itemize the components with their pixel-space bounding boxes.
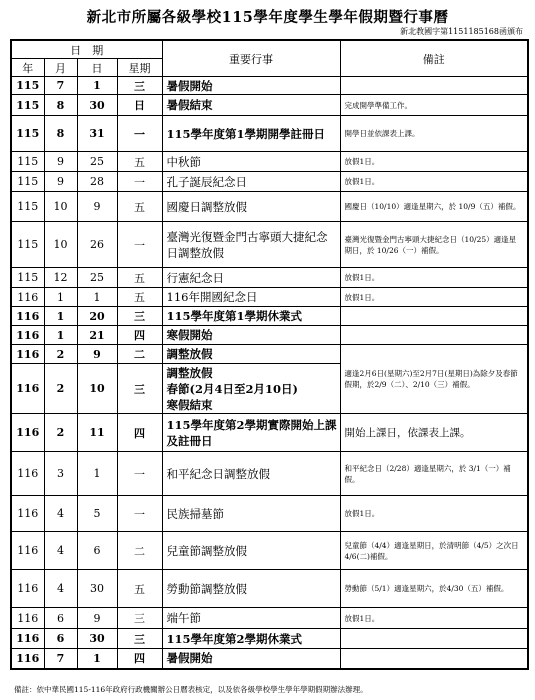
- year-cell: 116: [11, 496, 44, 532]
- weekday-cell: 四: [117, 649, 162, 669]
- day-header: 日: [77, 59, 117, 77]
- weekday-cell: 二: [117, 345, 162, 364]
- remark-cell: [340, 307, 528, 326]
- year-cell: 115: [11, 95, 44, 116]
- table-row: [11, 452, 528, 496]
- weekday-cell: 一: [117, 452, 162, 496]
- event-cell: 調整放假 春節(2月4日至2月10日) 寒假結束: [162, 364, 340, 414]
- weekday-cell: 三: [117, 629, 162, 649]
- month-cell: 2: [44, 345, 77, 364]
- day-cell: 1: [77, 649, 117, 669]
- event-cell: 寒假開始: [162, 326, 340, 345]
- month-cell: 2: [44, 364, 77, 414]
- day-cell: 10: [77, 364, 117, 414]
- year-cell: 115: [11, 172, 44, 192]
- event-cell: 115學年度第1學期休業式: [162, 307, 340, 326]
- month-cell: 1: [44, 307, 77, 326]
- table-row: [11, 268, 528, 288]
- table-row: [11, 629, 528, 649]
- day-cell: 20: [77, 307, 117, 326]
- remark-cell: 和平紀念日（2/28）適逢星期六，於 3/1（一）補假。: [340, 452, 528, 496]
- weekday-cell: 五: [117, 152, 162, 172]
- year-cell: 116: [11, 649, 44, 669]
- remark-cell: 放假1日。: [340, 288, 528, 307]
- year-cell: 115: [11, 152, 44, 172]
- day-cell: 26: [77, 222, 117, 268]
- weekday-cell: 日: [117, 95, 162, 116]
- day-cell: 9: [77, 345, 117, 364]
- month-cell: 12: [44, 268, 77, 288]
- remark-cell: 適逢2月6日(星期六)至2月7日(星期日)為除夕及春節假期，於2/9（二）、2/10（三）補假。: [340, 345, 528, 414]
- month-cell: 4: [44, 496, 77, 532]
- remark-cell: 放假1日。: [340, 608, 528, 629]
- month-cell: 1: [44, 326, 77, 345]
- date-group-header: 日 期: [11, 40, 162, 59]
- weekday-cell: 三: [117, 307, 162, 326]
- event-cell: 暑假開始: [162, 77, 340, 95]
- event-cell: 調整放假: [162, 345, 340, 364]
- remark-cell: 放假1日。: [340, 152, 528, 172]
- year-cell: 116: [11, 629, 44, 649]
- weekday-cell: 一: [117, 116, 162, 152]
- table-row: [11, 77, 528, 95]
- table-row: [11, 116, 528, 152]
- table-row: [11, 496, 528, 532]
- remark-cell: 國慶日（10/10）適逢星期六，於 10/9（五）補假。: [340, 192, 528, 222]
- month-cell: 9: [44, 172, 77, 192]
- table-row: [11, 95, 528, 116]
- page-title: 新北市所屬各級學校115學年度學生學年假期暨行事曆: [86, 9, 449, 26]
- remark-cell: 兒童節（4/4）適逢星期日，於清明節（4/5）之次日4/6(二)補假。: [340, 532, 528, 570]
- month-cell: 4: [44, 532, 77, 570]
- month-cell: 10: [44, 222, 77, 268]
- remarks-header: 備註: [340, 40, 528, 77]
- table-row: [11, 345, 528, 364]
- event-cell: 和平紀念日調整放假: [162, 452, 340, 496]
- calendar-table-wrapper: [10, 39, 527, 670]
- year-cell: 116: [11, 570, 44, 608]
- month-cell: 8: [44, 116, 77, 152]
- remark-cell: 放假1日。: [340, 496, 528, 532]
- year-cell: 115: [11, 222, 44, 268]
- table-row: [11, 192, 528, 222]
- table-row: [11, 222, 528, 268]
- event-cell: 115學年度第2學期休業式: [162, 629, 340, 649]
- month-cell: 1: [44, 288, 77, 307]
- table-row: [11, 570, 528, 608]
- event-cell: 暑假結束: [162, 95, 340, 116]
- year-cell: 116: [11, 345, 44, 364]
- weekday-cell: 五: [117, 192, 162, 222]
- year-cell: 116: [11, 532, 44, 570]
- event-cell: 兒童節調整放假: [162, 532, 340, 570]
- day-cell: 9: [77, 192, 117, 222]
- event-cell: 115學年度第1學期開學註冊日: [162, 116, 340, 152]
- calendar-rows: [11, 77, 528, 669]
- day-cell: 1: [77, 77, 117, 95]
- month-cell: 7: [44, 77, 77, 95]
- month-cell: 7: [44, 649, 77, 669]
- weekday-cell: 一: [117, 172, 162, 192]
- event-cell: 國慶日調整放假: [162, 192, 340, 222]
- event-cell: 暑假開始: [162, 649, 340, 669]
- weekday-cell: 一: [117, 222, 162, 268]
- month-cell: 8: [44, 95, 77, 116]
- month-cell: 4: [44, 570, 77, 608]
- day-cell: 30: [77, 95, 117, 116]
- year-cell: 116: [11, 608, 44, 629]
- school-calendar-table: [10, 39, 529, 670]
- remark-cell: 勞動節（5/1）適逢星期六，於4/30（五）補假。: [340, 570, 528, 608]
- weekday-cell: 四: [117, 414, 162, 452]
- event-cell: 中秋節: [162, 152, 340, 172]
- table-row: [11, 152, 528, 172]
- event-cell: 116年開國紀念日: [162, 288, 340, 307]
- month-cell: 2: [44, 414, 77, 452]
- day-cell: 1: [77, 288, 117, 307]
- weekday-cell: 四: [117, 326, 162, 345]
- weekday-cell: 一: [117, 496, 162, 532]
- day-cell: 1: [77, 452, 117, 496]
- event-cell: 行憲紀念日: [162, 268, 340, 288]
- year-header: 年: [11, 59, 44, 77]
- month-cell: 6: [44, 608, 77, 629]
- event-cell: 民族掃墓節: [162, 496, 340, 532]
- table-row: [11, 307, 528, 326]
- table-row: [11, 649, 528, 669]
- event-cell: 孔子誕辰紀念日: [162, 172, 340, 192]
- year-cell: 116: [11, 307, 44, 326]
- weekday-cell: 五: [117, 288, 162, 307]
- remark-cell: [340, 629, 528, 649]
- year-cell: 116: [11, 364, 44, 414]
- table-row: [11, 172, 528, 192]
- weekday-header: 星期: [117, 59, 162, 77]
- remark-cell: [340, 326, 528, 345]
- day-cell: 30: [77, 570, 117, 608]
- day-cell: 31: [77, 116, 117, 152]
- year-cell: 115: [11, 192, 44, 222]
- table-row: [11, 414, 528, 452]
- table-row: [11, 326, 528, 345]
- year-cell: 116: [11, 288, 44, 307]
- day-cell: 9: [77, 608, 117, 629]
- remark-cell: 完成開學準備工作。: [340, 95, 528, 116]
- year-cell: 116: [11, 452, 44, 496]
- month-cell: 3: [44, 452, 77, 496]
- weekday-cell: 五: [117, 570, 162, 608]
- month-cell: 6: [44, 629, 77, 649]
- year-cell: 115: [11, 116, 44, 152]
- month-cell: 9: [44, 152, 77, 172]
- year-cell: 115: [11, 77, 44, 95]
- day-cell: 25: [77, 268, 117, 288]
- event-cell: 臺灣光復暨金門古寧頭大捷紀念日調整放假: [162, 222, 340, 268]
- remark-cell: 臺灣光復暨金門古寧頭大捷紀念日（10/25）適逢星期日，於 10/26（一）補假。: [340, 222, 528, 268]
- remark-cell: 放假1日。: [340, 268, 528, 288]
- day-cell: 5: [77, 496, 117, 532]
- remark-cell: 開始上課日，依課表上課。: [340, 414, 528, 452]
- day-cell: 30: [77, 629, 117, 649]
- event-cell: 勞動節調整放假: [162, 570, 340, 608]
- table-row: [11, 288, 528, 307]
- table-row: [11, 608, 528, 629]
- day-cell: 21: [77, 326, 117, 345]
- weekday-cell: 三: [117, 77, 162, 95]
- weekday-cell: 三: [117, 608, 162, 629]
- year-cell: 116: [11, 326, 44, 345]
- month-cell: 10: [44, 192, 77, 222]
- day-cell: 28: [77, 172, 117, 192]
- events-header: 重要行事: [162, 40, 340, 77]
- event-cell: 端午節: [162, 608, 340, 629]
- document-number: 新北教國字第1151185168函頒布: [400, 27, 523, 36]
- remark-cell: 開學日並依課表上課。: [340, 116, 528, 152]
- remark-cell: [340, 649, 528, 669]
- footnote: 備註：依中華民國115-116年政府行政機關辦公日曆表核定，以及依各級學校學生學年學期假期辦法辦理。: [14, 685, 368, 694]
- year-cell: 115: [11, 268, 44, 288]
- day-cell: 6: [77, 532, 117, 570]
- day-cell: 11: [77, 414, 117, 452]
- day-cell: 25: [77, 152, 117, 172]
- weekday-cell: 二: [117, 532, 162, 570]
- weekday-cell: 三: [117, 364, 162, 414]
- year-cell: 116: [11, 414, 44, 452]
- remark-cell: [340, 77, 528, 95]
- event-cell: 115學年度第2學期實際開始上課及註冊日: [162, 414, 340, 452]
- weekday-cell: 五: [117, 268, 162, 288]
- table-row: [11, 532, 528, 570]
- month-header: 月: [44, 59, 77, 77]
- remark-cell: 放假1日。: [340, 172, 528, 192]
